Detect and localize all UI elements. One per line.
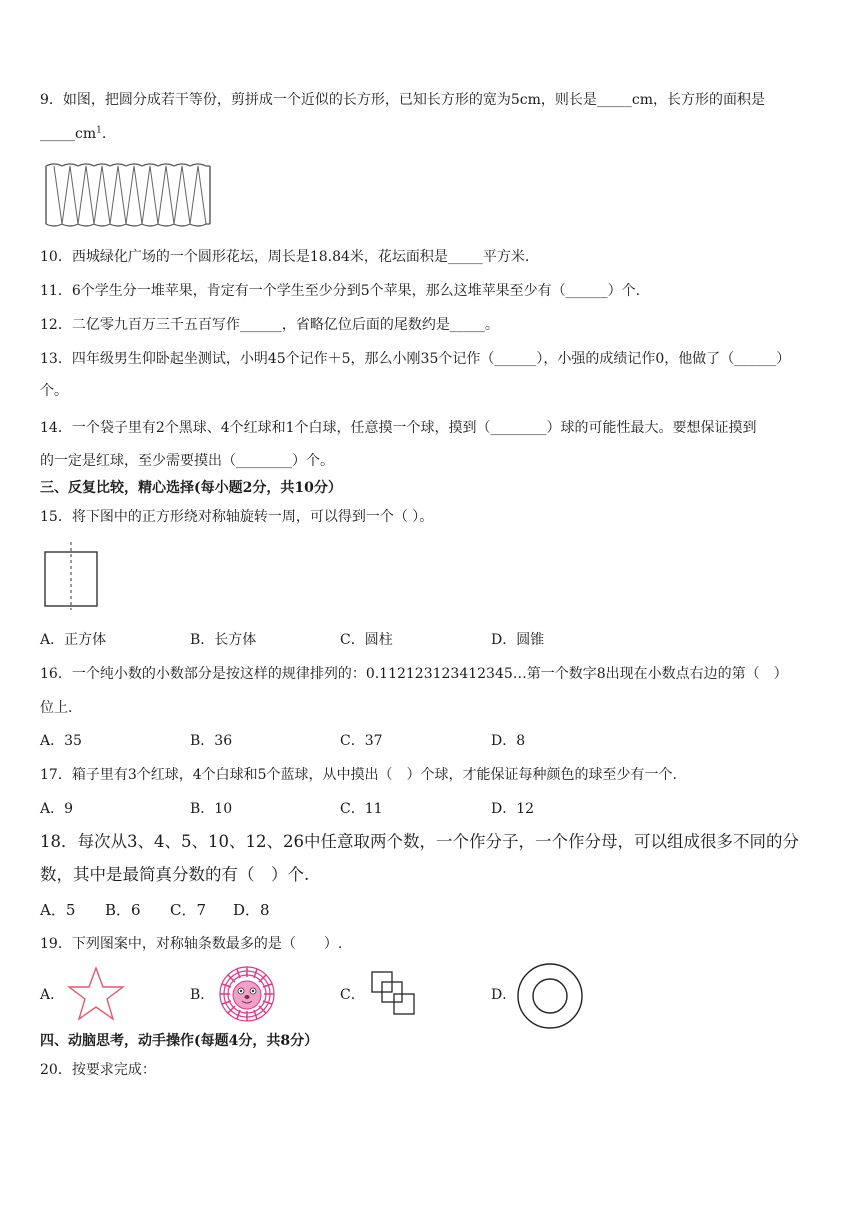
section-4-heading: 四、动脑思考，动手操作(每题4分，共8分） [40, 1033, 319, 1049]
question-9-end: . [101, 126, 107, 142]
lion-figure-icon [218, 965, 276, 1023]
question-18-option-a[interactable]: A．5 [40, 901, 76, 919]
question-13-line1: 13．四年级男生仰卧起坐测试，小明45个记作＋5，那么小刚35个记作（______），小强的成绩记作0，他做了（______） [40, 351, 791, 367]
question-15-option-a[interactable]: A．正方体 [40, 632, 107, 648]
question-19-option-c[interactable]: C． [340, 987, 365, 1003]
question-19-option-a[interactable]: A． [40, 987, 65, 1003]
question-9-line1: 9．如图，把圆分成若干等份，剪拼成一个近似的长方形，已知长方形的宽为5cm，则长是_____cm，长方形的面积是 [40, 92, 766, 108]
question-20-stem: 20．按要求完成： [40, 1062, 156, 1078]
question-15-option-d[interactable]: D．圆锥 [491, 632, 545, 648]
question-18-option-d[interactable]: D．8 [233, 901, 270, 919]
star-figure-icon [66, 966, 126, 1022]
question-17-stem: 17．箱子里有3个红球，4个白球和5个蓝球，从中摸出（ ）个球，才能保证每种颜色的球至少有一个. [40, 767, 677, 783]
question-18-option-c[interactable]: C．7 [170, 901, 207, 919]
question-9-superscript: 1 [96, 125, 102, 136]
circle-rectangle-figure-icon [44, 162, 214, 228]
question-16-line1: 16．一个纯小数的小数部分是按这样的规律排列的：0.112123123412345…第一个数字8出现在小数点右边的第（ ） [40, 666, 788, 682]
question-15-stem: 15．将下图中的正方形绕对称轴旋转一周，可以得到一个（ ）。 [40, 509, 434, 525]
question-19-option-b[interactable]: B． [190, 987, 215, 1003]
question-18-option-b[interactable]: B．6 [105, 901, 141, 919]
question-18-line2: 数，其中是最简真分数的有（ ）个. [40, 865, 310, 884]
question-19-stem: 19．下列图案中，对称轴条数最多的是（ ）. [40, 936, 343, 952]
question-12: 12．二亿零九百万三千五百写作______，省略亿位后面的尾数约是_____。 [40, 317, 499, 333]
question-16-option-c[interactable]: C．37 [340, 733, 383, 749]
square-with-axis-figure-icon [44, 542, 100, 610]
overlapping-squares-figure-icon [370, 970, 418, 1018]
question-16-line2: 位上. [40, 700, 73, 716]
concentric-circles-figure-icon [516, 962, 584, 1030]
question-17-option-c[interactable]: C．11 [340, 801, 383, 817]
question-19-option-d[interactable]: D． [491, 987, 517, 1003]
question-18-line1: 18．每次从3、4、5、10、12、26中任意取两个数，一个作分子，一个作分母，可以组成很多不同的分 [40, 832, 799, 851]
section-3-heading: 三、反复比较，精心选择(每小题2分，共10分） [40, 480, 342, 496]
question-9-blank: _____cm [40, 126, 97, 142]
question-16-option-d[interactable]: D．8 [491, 733, 526, 749]
question-14-line2: 的一定是红球，至少需要摸出（________）个。 [40, 453, 334, 469]
question-17-option-a[interactable]: A．9 [40, 801, 74, 817]
question-17-option-b[interactable]: B．10 [190, 801, 233, 817]
question-10: 10．西城绿化广场的一个圆形花坛，周长是18.84米，花坛面积是_____平方米. [40, 249, 530, 265]
question-11: 11．6个学生分一堆苹果，肯定有一个学生至少分到5个苹果，那么这堆苹果至少有（______）个. [40, 283, 641, 299]
question-13-line2: 个。 [40, 383, 68, 399]
question-15-option-c[interactable]: C．圆柱 [340, 632, 393, 648]
question-17-option-d[interactable]: D．12 [491, 801, 535, 817]
question-14-line1: 14．一个袋子里有2个黑球、4个红球和1个白球，任意摸一个球，摸到（________）球的可能性最大。要想保证摸到 [40, 420, 757, 436]
question-16-option-a[interactable]: A．35 [40, 733, 82, 749]
question-9-line2 [40, 124, 820, 144]
question-16-option-b[interactable]: B．36 [190, 733, 233, 749]
question-15-option-b[interactable]: B．长方体 [190, 632, 257, 648]
